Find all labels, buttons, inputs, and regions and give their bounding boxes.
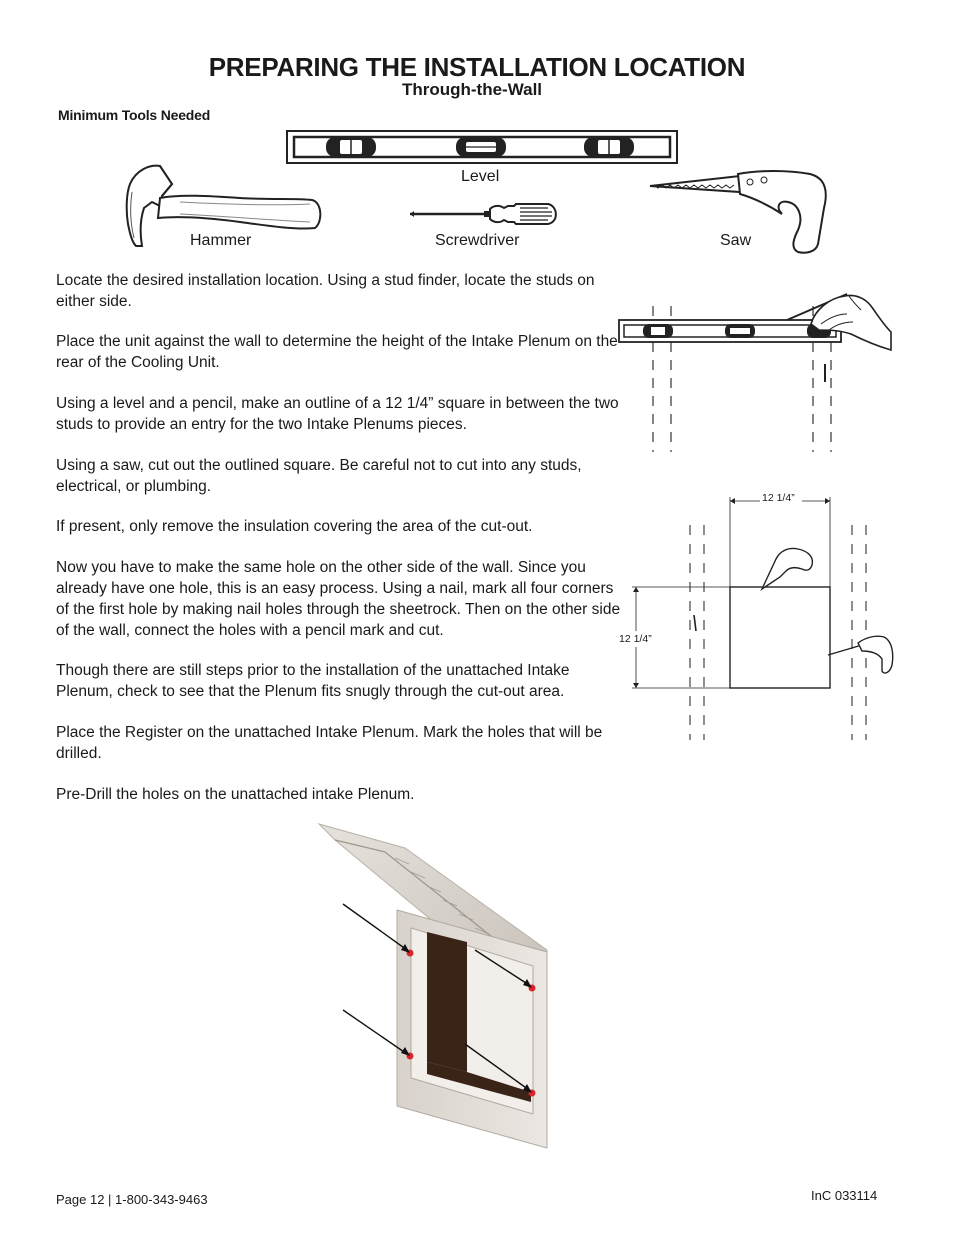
tools-heading: Minimum Tools Needed [58, 107, 211, 123]
cutout-illustration [630, 495, 900, 745]
footer-doc-code: InC 033114 [811, 1188, 878, 1203]
step-paragraph: Place the Register on the unattached Intake Plenum. Mark the holes that will be drilled. [56, 724, 603, 762]
step-paragraph: Pre-Drill the holes on the unattached intake Plenum. [56, 786, 415, 803]
step-paragraph: Locate the desired installation location. Using a stud finder, locate the studs on either side. [56, 272, 595, 310]
height-dimension-label: 12 1/4” [619, 633, 652, 645]
step-paragraph: Using a saw, cut out the outlined square. Be careful not to cut into any studs, electrical, or plumbing. [56, 457, 582, 495]
step-paragraph: Though there are still steps prior to the installation of the unattached Intake Plenum, check to see that the Plenum fits snugly through the cut-out area. [56, 662, 570, 700]
saw-label: Saw [720, 232, 752, 249]
hammer-label: Hammer [190, 232, 252, 249]
screwdriver-illustration [408, 202, 560, 226]
register-plenum-illustration [315, 818, 555, 1150]
footer-page-info: Page 12 | 1-800-343-9463 [56, 1192, 208, 1207]
level-illustration [286, 130, 678, 166]
screwdriver-label: Screwdriver [435, 232, 520, 249]
page-title: PREPARING THE INSTALLATION LOCATION [208, 52, 746, 82]
step-paragraph: Using a level and a pencil, make an outline of a 12 1/4” square in between the two studs to provide an entry for the two Intake Plenums pieces. [56, 395, 619, 433]
step-paragraph: Now you have to make the same hole on the other side of the wall. Since you already have one hole, this is an easy process. Using a nail, mark all four corners of the first hole by making nail holes through the sheetrock. Then on the other side of the wall, connect the holes with a pencil mark and cut. [56, 559, 621, 639]
page-subtitle: Through-the-Wall [401, 80, 543, 99]
step-paragraph: Place the unit against the wall to determine the height of the Intake Plenum on the rear of the Cooling Unit. [56, 333, 618, 371]
level-label: Level [461, 168, 500, 185]
wall-outline-illustration [615, 284, 895, 454]
width-dimension-label: 12 1/4” [762, 492, 795, 504]
step-paragraph: If present, only remove the insulation covering the area of the cut-out. [56, 518, 533, 535]
